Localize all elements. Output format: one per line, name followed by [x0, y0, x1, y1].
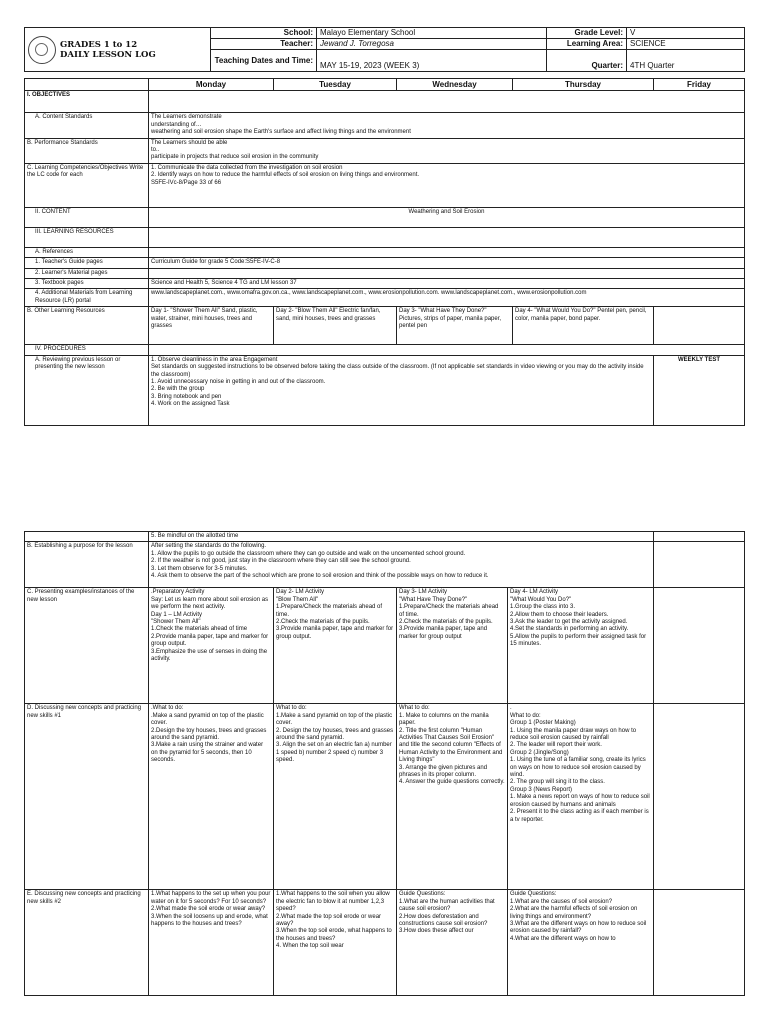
- objectives-label: I. OBJECTIVES: [25, 91, 149, 113]
- discuss1-line: Group 2 (Jingle/Song): [510, 749, 569, 756]
- discuss2-friday: [654, 890, 745, 996]
- discuss2-thursday: [508, 890, 654, 996]
- content-std-label: A. Content Standards: [25, 113, 149, 138]
- discuss2-label: E. Discussing new concepts and practicing new skills #2: [25, 890, 149, 996]
- discuss1-line: Group 1 (Poster Making): [510, 720, 576, 727]
- presenting-line: 2.Check the materials of the pupils.: [276, 619, 370, 626]
- discuss2-line: 3.How does these affect our: [399, 928, 474, 935]
- content-std-line: weathering and soil erosion shape the Earth's surface and affect living things and the environment: [151, 129, 411, 136]
- other-friday: [654, 307, 745, 345]
- blank-header: [25, 79, 149, 91]
- day-tuesday: Tuesday: [274, 79, 397, 91]
- lm-value: [149, 268, 745, 278]
- review-line: 3. Bring notebook and pen: [151, 393, 222, 400]
- objectives-cell: [149, 91, 745, 113]
- presenting-line: .Preparatory Activity: [151, 589, 205, 596]
- review-line: 4. Work on the assigned Task: [151, 401, 230, 408]
- discuss2-wednesday: [397, 890, 508, 996]
- school-value: Malayo Elementary School: [317, 28, 547, 39]
- perf-std-label: B. Performance Standards: [25, 138, 149, 163]
- presenting-line: 1.Prepare/Check the materials ahead of time.: [276, 604, 383, 618]
- lc-label: C. Learning Competencies/Objectives Write the LC code for each: [25, 163, 149, 207]
- ref-label: A. References: [25, 247, 149, 257]
- discuss2-line: Guide Questions:: [510, 891, 557, 898]
- discuss1-monday: [149, 704, 274, 890]
- review-label: A. Reviewing previous lesson or presenting the new lesson: [25, 355, 149, 425]
- lesson-log-page-2: [24, 531, 744, 996]
- cont-label-cell: [25, 532, 149, 542]
- discuss2-line: 2.What made the top soil erode or wear away?: [276, 913, 382, 928]
- discuss1-line: 2.Design the toy houses, trees and grasses around the sand pyramid.: [151, 727, 267, 742]
- review-line: 2. Be with the group: [151, 386, 205, 393]
- discuss1-line: 3. Arrange the given pictures and phrases in its proper column.: [399, 764, 488, 779]
- discuss2-line: 1.What are the human activities that cause soil erosion?: [399, 898, 495, 913]
- lc-line: 2. Identify ways on how to reduce the harmful effects of soil erosion on living things and environment.: [151, 172, 420, 179]
- cont-item: 5. Be mindful on the allotted time: [149, 532, 654, 542]
- tb-label: 3. Textbook pages: [25, 279, 149, 289]
- discuss2-line: 3.When the top soil erode, what happens to the houses and trees?: [276, 928, 392, 942]
- days-header-row: [25, 79, 745, 91]
- weekly-test: WEEKLY TEST: [654, 355, 745, 425]
- purpose-line: 4. Ask them to observe the part of the school which are prone to soil erosion and think of the possible ways on how to reduce it.: [151, 573, 489, 580]
- presenting-line: 1.Group the class into 3.: [510, 604, 576, 611]
- other-monday: Day 1- "Shower Them All" Sand, plastic, water, strainer, mini houses, trees and grasses: [149, 307, 274, 345]
- discuss1-wednesday: [397, 704, 508, 890]
- purpose-line: 1. Allow the pupils to go outside the classroom where they can go outside and walk on the uncemented school ground.: [151, 550, 466, 557]
- discuss1-line: What to do:: [276, 705, 307, 712]
- discuss2-line: 4.What are the different ways on how to: [510, 935, 616, 942]
- discuss2-line: 3.When the soil loosens up and erode, what happens to the houses and trees?: [151, 913, 268, 928]
- lr-cell: [149, 227, 745, 247]
- review-cell: [149, 355, 654, 425]
- presenting-line: "What Would You Do?": [510, 596, 572, 603]
- presenting-line: Day 1 – LM Activity: [151, 611, 203, 618]
- lm-label: 2. Learner's Material pages: [25, 268, 149, 278]
- dates-label: Teaching Dates and Time:: [211, 50, 317, 72]
- discuss1-line: 4. Answer the guide questions correctly.: [399, 779, 505, 786]
- deped-seal-icon: [28, 36, 56, 64]
- discuss1-line: .Make a sand pyramid on top of the plastic cover.: [151, 712, 264, 727]
- lc-line: S5FE-IVc-8/Page 33 of 66: [151, 179, 222, 186]
- logo-block: [25, 28, 211, 72]
- cont-friday: [654, 532, 745, 542]
- presenting-line: 3.Ask the leader to get the activity assigned.: [510, 619, 628, 626]
- content-std-line: understanding of…: [151, 121, 202, 128]
- discuss1-label: D. Discussing new concepts and practicing new skills #1: [25, 704, 149, 890]
- presenting-line: Say: Let us learn more about soil erosion as we perform the next activity.: [151, 596, 269, 611]
- area-label: Learning Area:: [547, 39, 627, 50]
- lc-line: 1. Communicate the data collected from the investigation on soil erosion: [151, 164, 343, 171]
- discuss1-tuesday: [274, 704, 397, 890]
- discuss2-line: 4. When the top soil wear: [276, 943, 344, 950]
- discuss2-line: 2.What are the harmful effects of soil erosion on living things and environment?: [510, 906, 638, 920]
- lc-cell: [149, 163, 745, 207]
- discuss1-friday: [654, 704, 745, 890]
- presenting-tuesday: [274, 588, 397, 704]
- grade-label: Grade Level:: [547, 28, 627, 39]
- perf-std-line: The Learners should be able: [151, 139, 228, 146]
- day-friday: Friday: [654, 79, 745, 91]
- header-table: [24, 27, 745, 72]
- tg-value: Curriculum Guide for grade 5 Code:S5FE-IV-C-8: [149, 258, 745, 268]
- content-label: II. CONTENT: [25, 207, 149, 227]
- discuss1-line: .What to do:: [151, 705, 184, 712]
- day-thursday: Thursday: [513, 79, 654, 91]
- presenting-line: 2.Provide manila paper, tape and marker for group output.: [151, 633, 269, 648]
- discuss1-line: 1. Make to columns on the manila paper.: [399, 712, 489, 727]
- purpose-line: 2. If the weather is not good, just stay in the classroom where they can still see the school ground.: [151, 558, 411, 565]
- proc-label: IV. PROCEDURES: [25, 345, 149, 355]
- teacher-value: Jewand J. Torregosa: [317, 39, 547, 50]
- presenting-friday: [654, 588, 745, 704]
- quarter-value: 4TH Quarter: [627, 50, 745, 72]
- discuss1-thursday: [508, 704, 654, 890]
- teacher-label: Teacher:: [211, 39, 317, 50]
- add-label: 4. Additional Materials from Learning Resource (LR) portal: [25, 289, 149, 307]
- discuss2-line: 1.What happens to the soil when you allow the electric fan to blow it at number 1,2,3 speed?: [276, 891, 390, 913]
- discuss1-line: 2. Title the first column "Human Activities That Causes Soil Erosion" and title the second column "Effects of Human Activity to the Environment and Living things": [399, 727, 503, 764]
- purpose-cell: [149, 542, 654, 588]
- other-wednesday: Day 3- "What Have They Done?" Pictures, strips of paper, manila paper, pentel pen: [397, 307, 513, 345]
- discuss2-tuesday: [274, 890, 397, 996]
- other-thursday: Day 4- "What Would You Do?" Pentel pen, pencil, color, manila paper, bond paper.: [513, 307, 654, 345]
- day-monday: Monday: [149, 79, 274, 91]
- content-std-line: The Learners demonstrate: [151, 114, 222, 121]
- purpose-friday: [654, 542, 745, 588]
- discuss1-line: .: [510, 705, 512, 712]
- presenting-line: 3.Provide manila paper, tape and marker for group output.: [276, 626, 394, 640]
- presenting-label: C. Presenting examples/instances of the new lesson: [25, 588, 149, 704]
- lr-label: III. LEARNING RESOURCES: [25, 227, 149, 247]
- content-value: Weathering and Soil Erosion: [149, 207, 745, 227]
- review-line: 1. Observe cleanliness in the area Engagement: [151, 356, 278, 363]
- logo-line-2: DAILY LESSON LOG: [60, 49, 156, 60]
- review-line: Set standards on suggested instructions to be observed before taking the class outside of the classroom. (If not applicable set standards in video viewing or you may do the activity inside the classroom): [151, 364, 644, 378]
- presenting-line: 4.Set the standards in performing an activity.: [510, 626, 629, 633]
- discuss2-line: 1.What happens to the set up when you pour water on it for 5 seconds? For 10 seconds?: [151, 891, 271, 905]
- presenting-line: Day 2- LM Activity: [276, 589, 325, 596]
- purpose-line: After setting the standards do the following.: [151, 543, 267, 550]
- discuss1-line: 2. The leader will report their work.: [510, 742, 602, 749]
- lesson-log-page-1: [24, 27, 744, 426]
- tg-label: 1. Teacher's Guide pages: [25, 258, 149, 268]
- review-line: 1. Avoid unnecessary noise in getting in and out of the classroom.: [151, 378, 326, 385]
- area-value: SCIENCE: [627, 39, 745, 50]
- day-wednesday: Wednesday: [397, 79, 513, 91]
- presenting-line: 2.Allow them to choose their leaders.: [510, 611, 609, 618]
- presenting-line: "Blow Them All": [276, 596, 319, 603]
- lesson-table-2: [24, 531, 745, 996]
- presenting-line: 5.Allow the pupils to perform their assigned task for 15 minutes.: [510, 633, 647, 648]
- discuss2-line: 3.What are the different ways on how to reduce soil erosion caused by rainfall?: [510, 921, 647, 935]
- discuss2-line: 2.What made the soil erode or wear away?: [151, 906, 266, 913]
- content-std-cell: [149, 113, 745, 138]
- proc-cell: [149, 345, 745, 355]
- discuss2-line: 2.How does deforestation and constructions cause soil erosion?: [399, 913, 488, 928]
- dates-value: MAY 15-19, 2023 (WEEK 3): [317, 50, 547, 72]
- lesson-table-1: [24, 78, 745, 426]
- discuss1-line: What to do:: [399, 705, 430, 712]
- grade-value: V: [627, 28, 745, 39]
- presenting-line: "Shower Them All": [151, 619, 201, 626]
- tb-value: Science and Health 5, Science 4 TG and LM lesson 37: [149, 279, 745, 289]
- presenting-line: 2.Check the materials of the pupils.: [399, 619, 493, 626]
- discuss1-line: What to do:: [510, 712, 541, 719]
- discuss1-line: 2. Present it to the class acting as if each member is a tv reporter.: [510, 809, 649, 823]
- discuss2-line: 1.What are the causes of soil erosion?: [510, 898, 613, 905]
- discuss1-line: Group 3 (News Report): [510, 786, 573, 793]
- purpose-line: 3. Let them observe for 3-5 minutes.: [151, 565, 248, 572]
- discuss1-line: 2. Design the toy houses, trees and grasses around the sand pyramid.: [276, 727, 394, 742]
- discuss1-line: 3.Make a rain using the strainer and water on the pyramid for 5 seconds, then 10 seconds.: [151, 742, 264, 764]
- discuss2-line: Guide Questions:: [399, 891, 446, 898]
- presenting-thursday: [508, 588, 654, 704]
- presenting-line: 3.Provide manila paper, tape and marker for group output: [399, 626, 488, 640]
- purpose-label: B. Establishing a purpose for the lesson: [25, 542, 149, 588]
- other-tuesday: Day 2- "Blow Them All" Electric fan/fan, sand, mini houses, trees and grasses: [274, 307, 397, 345]
- discuss1-line: 1. Using the manila paper draw ways on how to reduce soil erosion caused by rainfall: [510, 727, 637, 742]
- other-label: B. Other Learning Resources: [25, 307, 149, 345]
- discuss1-line: 1. Using the tune of a familiar song, create its lyrics on ways on how to reduce soil erosion caused by wind.: [510, 757, 646, 779]
- presenting-line: "What Have They Done?": [399, 596, 468, 603]
- perf-std-line: participate in projects that reduce soil erosion in the community: [151, 154, 319, 161]
- presenting-line: 3.Emphasize the use of senses in doing the activity.: [151, 648, 268, 663]
- discuss1-line: 1. Make a news report on ways of how to reduce soil erosion caused by humans and animals: [510, 794, 650, 808]
- presenting-wednesday: [397, 588, 508, 704]
- add-value: www.landscapeplanet.com., www.omafra.gov.on.ca., www.landscapeplanet.com., www.erosionpollution.com. www.landscapeplanet.com., www.erosionpollution.com: [149, 289, 745, 307]
- logo-line-1: GRADES 1 to 12: [60, 39, 138, 50]
- quarter-label: Quarter:: [547, 50, 627, 72]
- discuss1-line: 1.Make a sand pyramid on top of the plastic cover.: [276, 712, 393, 727]
- perf-std-cell: [149, 138, 745, 163]
- school-label: School:: [211, 28, 317, 39]
- presenting-line: 1.Check the materials ahead of time: [151, 626, 248, 633]
- discuss2-monday: [149, 890, 274, 996]
- discuss1-line: 2. The group will sing it to the class.: [510, 779, 605, 786]
- discuss1-line: 3. Align the set on an electric fan a) number 1 speed b) number 2 speed c) number 3 speed.: [276, 742, 392, 764]
- presenting-line: Day 4- LM Activity: [510, 589, 559, 596]
- presenting-line: 1.Prepare/Check the materials ahead of time.: [399, 604, 499, 618]
- presenting-line: Day 3- LM Activity: [399, 589, 448, 596]
- presenting-monday: [149, 588, 274, 704]
- ref-cell: [149, 247, 745, 257]
- perf-std-line: to..: [151, 147, 160, 154]
